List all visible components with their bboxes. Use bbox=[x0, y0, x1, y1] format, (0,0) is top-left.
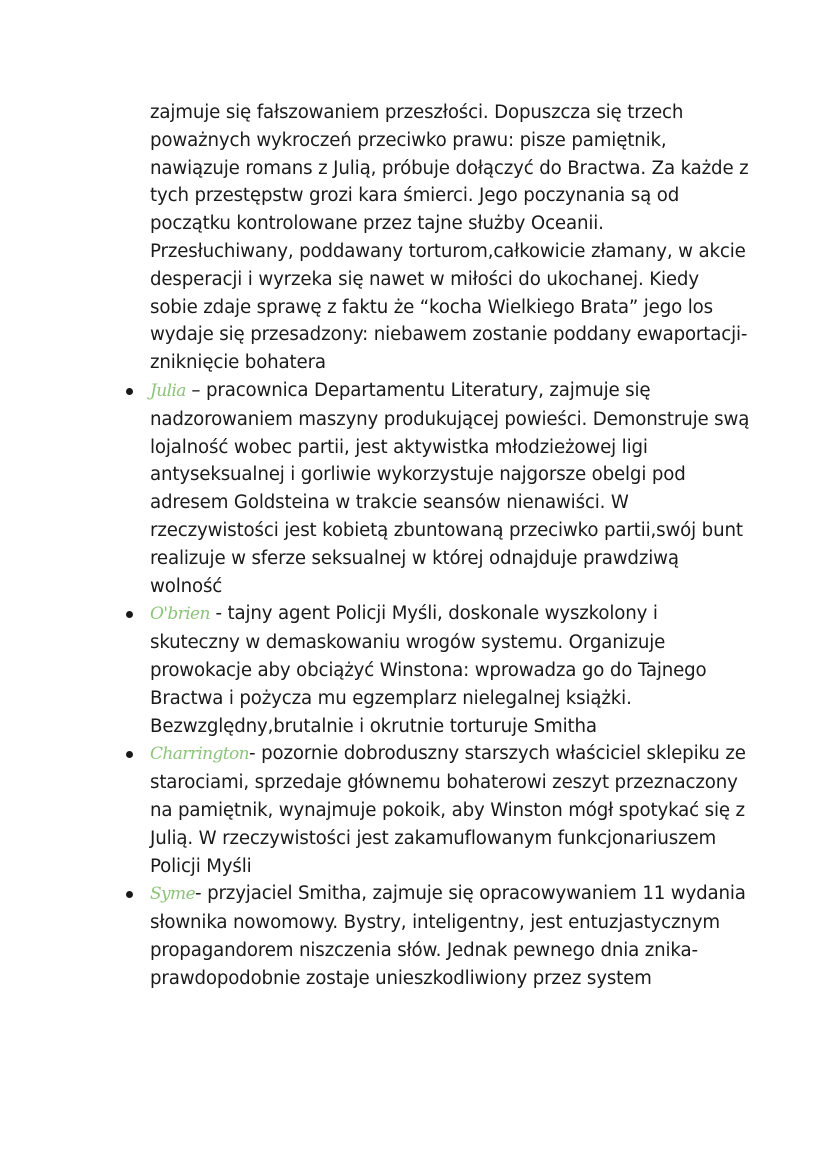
character-list bbox=[150, 377, 750, 993]
character-name: O'brien bbox=[150, 604, 210, 625]
list-item-charrington bbox=[150, 740, 750, 880]
character-name: Syme bbox=[150, 884, 196, 905]
character-name: Julia bbox=[150, 380, 186, 401]
bullet-icon bbox=[126, 751, 133, 758]
character-description: - przyjaciel Smitha, zajmuje się opracowywaniem 11 wydania słownika nowomowy. Bystry, inteligentny, jest entuzjastycznym propagandorem niszczenia słów. Jednak pewnego dnia znika- prawdopodobnie zostaje unieszkodliwiony przez system bbox=[150, 883, 746, 989]
list-item-julia bbox=[150, 377, 750, 600]
list-item-syme bbox=[150, 880, 750, 992]
bullet-icon bbox=[126, 891, 133, 898]
character-description: – pracownica Departamentu Literatury, zajmuje się nadzorowaniem maszyny produkującej powieści. Demonstruje swą lojalność wobec partii, jest aktywistka młodzieżowej ligi antyseksualnej i gorliwie wykorzystuje najgorsze obelgi pod adresem Goldsteina w trakcie seansów nienawiści. W rzeczywistości jest kobietą zbuntowaną przeciwko partii,swój bunt realizuje w sferze seksualnej w której odnajduje prawdziwą wolność bbox=[150, 379, 750, 597]
bullet-icon bbox=[126, 388, 133, 395]
character-name: Charrington bbox=[150, 744, 250, 765]
character-description: - pozornie dobroduszny starszych właściciel sklepiku ze starociami, sprzedaje głównemu bohaterowi zeszyt przeznaczony na pamiętnik, wynajmuje pokoik, aby Winston mógł spotykać się z Julią. W rzeczywistości jest zakamuflowanym funkcjonariuszem Policji Myśli bbox=[150, 743, 746, 877]
character-description: - tajny agent Policji Myśli, doskonale wyszkolony i skuteczny w demaskowaniu wrogów systemu. Organizuje prowokacje aby obciążyć Winstona: wprowadza go do Tajnego Bractwa i pożycza mu egzemplarz nielegalnej książki. Bezwzględny,brutalnie i okrutnie torturuje Smitha bbox=[150, 603, 707, 737]
intro-paragraph: zajmuje się fałszowaniem przeszłości. Dopuszcza się trzech poważnych wykroczeń przeciwko prawu: pisze pamiętnik, nawiązuje romans z Julią, próbuje dołączyć do Bractwa. Za każde z tych przestępstw grozi kara śmierci. Jego poczynania są od początku kontrolowane przez tajne służby Oceanii. Przesłuchiwany, poddawany torturom,całkowicie złamany, w akcie desperacji i wyrzeka się nawet w miłości do ukochanej. Kiedy sobie zdaje sprawę z faktu że “kocha Wielkiego Brata” jego los wydaje się przesadzony: niebawem zostanie poddany ewaportacji- zniknięcie bohatera bbox=[150, 102, 749, 374]
document-page bbox=[150, 99, 750, 993]
bullet-icon bbox=[126, 611, 133, 618]
list-item-obrien bbox=[150, 600, 750, 740]
